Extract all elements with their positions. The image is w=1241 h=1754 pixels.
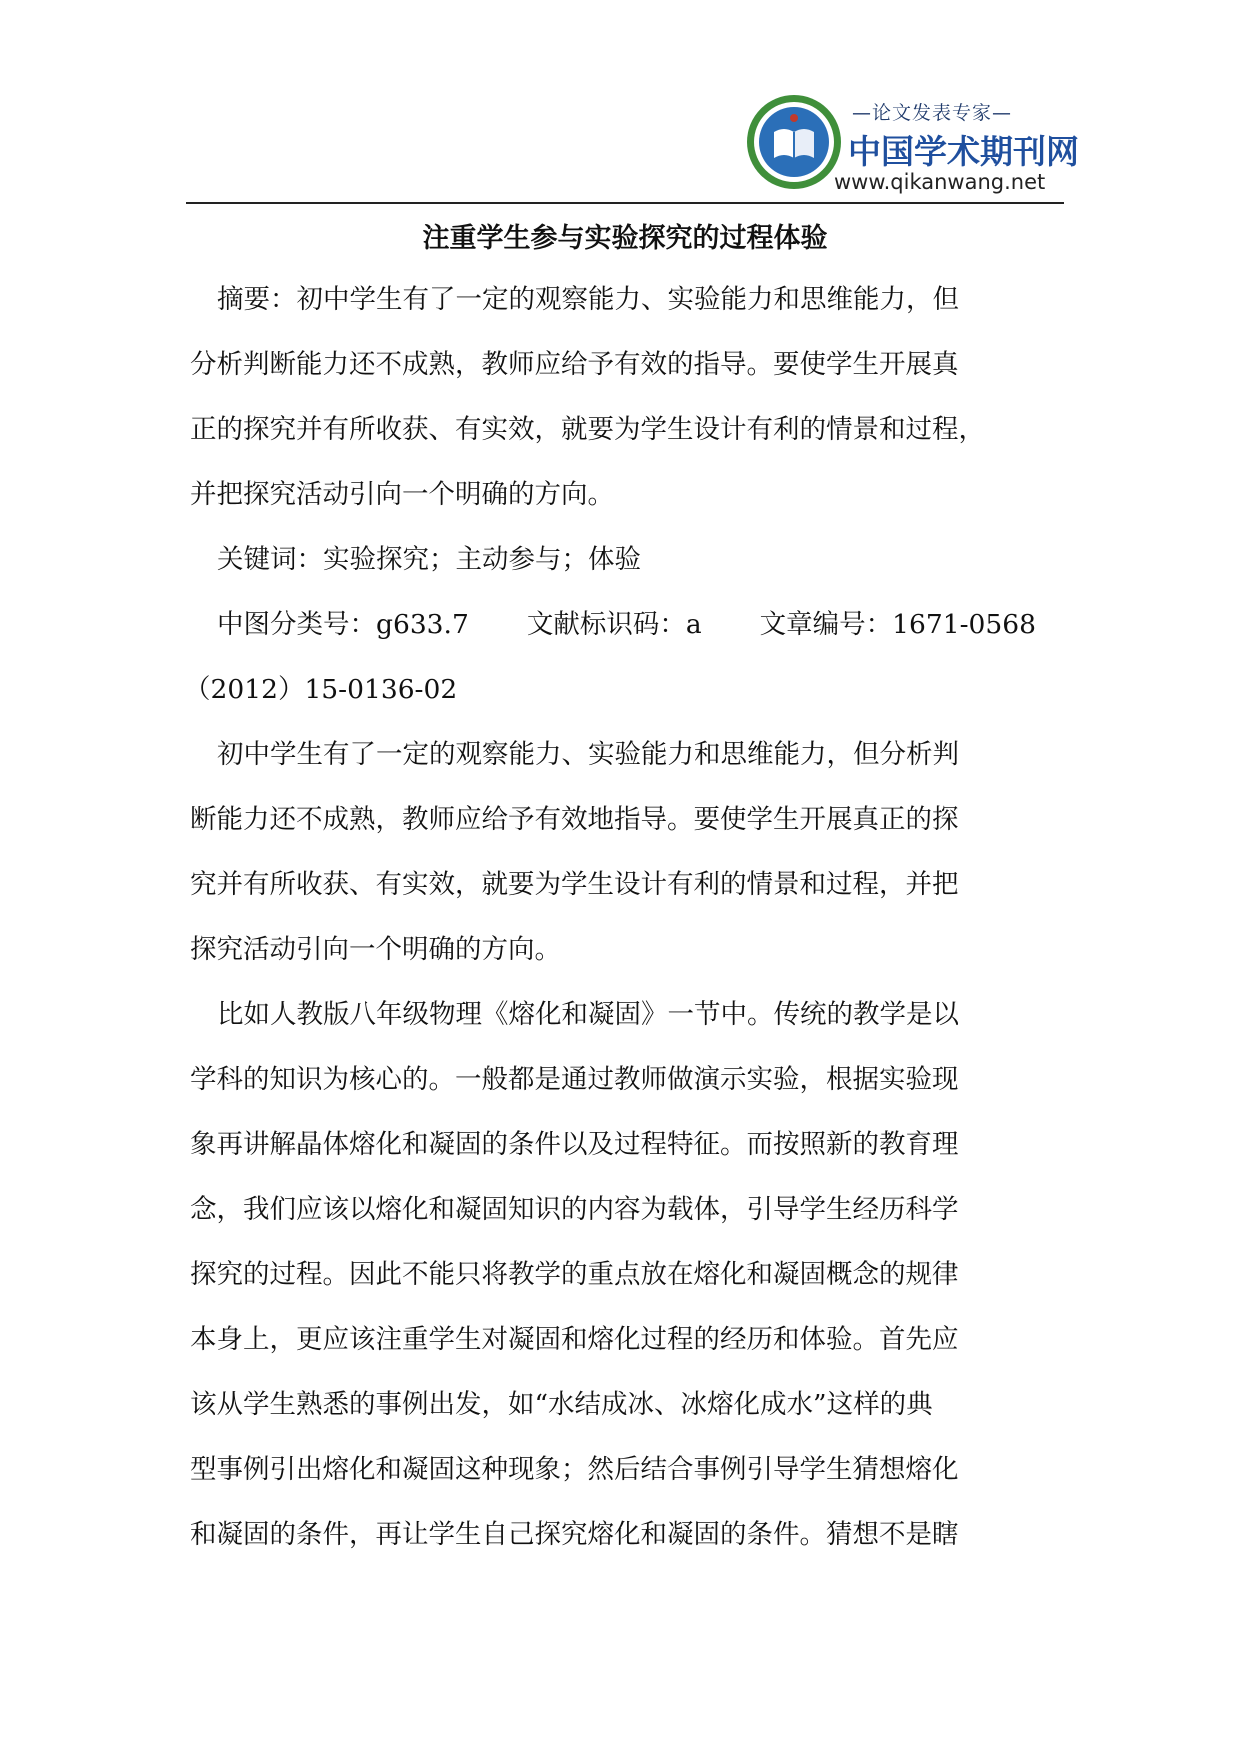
paragraph-line: 比如人教版八年级物理《熔化和凝固》一节中。传统的教学是以 [217,999,959,1030]
paragraph-line: 探究的过程。因此不能只将教学的重点放在熔化和凝固概念的规律 [190,1259,959,1290]
clc-number: 中图分类号：g633.7 [217,609,469,640]
paragraph-line: 型事例引出熔化和凝固这种现象；然后结合事例引导学生猜想熔化 [190,1454,959,1485]
classification-line [190,605,1036,645]
paragraph-line: 探究活动引向一个明确的方向。 [190,934,561,965]
article-title: 注重学生参与实验探究的过程体验 [422,223,828,254]
abstract-line: 摘要：初中学生有了一定的观察能力、实验能力和思维能力，但 [217,284,959,315]
abstract-line: 正的探究并有所收获、有实效，就要为学生设计有利的情景和过程， [190,414,985,445]
paragraph-line: 断能力还不成熟，教师应给予有效地指导。要使学生开展真正的探 [190,804,959,835]
article-number-continuation: （2012）15-0136-02 [184,674,458,705]
paragraph-line: 象再讲解晶体熔化和凝固的条件以及过程特征。而按照新的教育理 [190,1129,959,1160]
paragraph-line: 学科的知识为核心的。一般都是通过教师做演示实验，根据实验现 [190,1064,959,1095]
header-divider [186,202,1064,204]
paragraph-line: 该从学生熟悉的事例出发，如“水结成冰、冰熔化成水”这样的典 [190,1389,933,1420]
book-seal-icon [744,92,844,192]
paragraph-line: 和凝固的条件，再让学生自己探究熔化和凝固的条件。猜想不是瞎 [190,1519,959,1550]
paragraph-line: 本身上，更应该注重学生对凝固和熔化过程的经历和体验。首先应 [190,1324,959,1355]
logo-url: www.qikanwang.net [834,170,1046,194]
paragraph-line: 究并有所收获、有实效，就要为学生设计有利的情景和过程，并把 [190,869,959,900]
paragraph-line: 初中学生有了一定的观察能力、实验能力和思维能力，但分析判 [217,739,959,770]
keywords-line: 关键词：实验探究；主动参与；体验 [217,544,641,575]
article-number: 文章编号：1671-0568 [759,609,1036,640]
abstract-line: 分析判断能力还不成熟，教师应给予有效的指导。要使学生开展真 [190,349,959,380]
document-code: 文献标识码：a [526,609,702,640]
paragraph-line: 念，我们应该以熔化和凝固知识的内容为载体，引导学生经历科学 [190,1194,959,1225]
journal-logo [744,92,1079,200]
logo-tagline: —论文发表专家— [852,102,1013,124]
abstract-line: 并把探究活动引向一个明确的方向。 [190,479,614,510]
logo-name: 中国学术期刊网 [848,132,1079,171]
